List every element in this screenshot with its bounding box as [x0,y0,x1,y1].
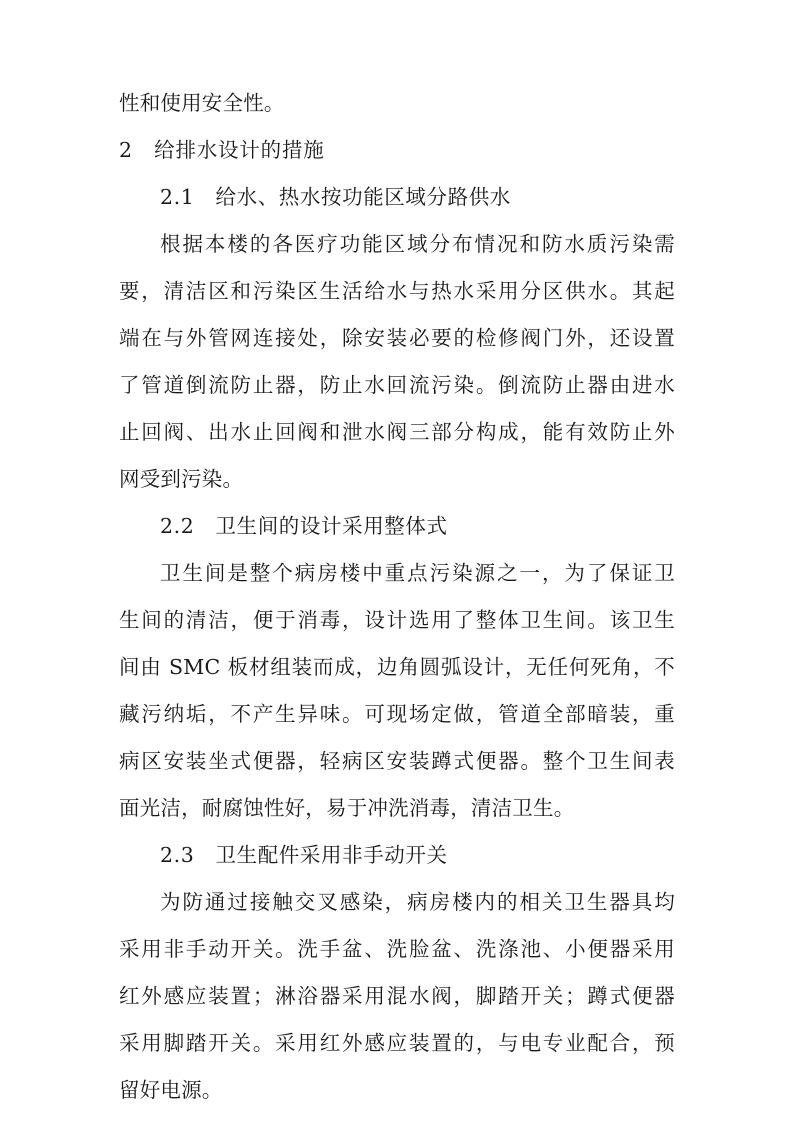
paragraph-line: 间由 SMC 板材组装而成，边角圆弧设计，无任何死角，不 [119,655,675,679]
subsection-heading: 2.1 给水、热水按功能区域分路供水 [160,185,511,209]
paragraph-line: 采用非手动开关。洗手盆、洗脸盆、洗涤池、小便器采用 [119,937,675,961]
paragraph-line: 网受到污染。 [119,467,244,491]
document-body [119,80,675,1114]
paragraph-line: 采用脚踏开关。采用红外感应装置的，与电专业配合，预 [119,1031,675,1055]
paragraph-line: 性和使用安全性。 [119,91,285,115]
paragraph-line: 了管道倒流防止器，防止水回流污染。倒流防止器由进水 [119,373,675,397]
paragraph-line: 红外感应装置；淋浴器采用混水阀，脚踏开关；蹲式便器 [119,984,675,1008]
paragraph-line: 藏污纳垢，不产生异味。可现场定做，管道全部暗装，重 [119,702,675,726]
section-heading: 2 给排水设计的措施 [119,138,325,162]
paragraph-line: 生间的清洁，便于消毒，设计选用了整体卫生间。该卫生 [119,608,675,632]
subsection-heading: 2.3 卫生配件采用非手动开关 [160,843,448,867]
paragraph-line: 面光洁，耐腐蚀性好，易于冲洗消毒，清洁卫生。 [119,796,575,820]
subsection-heading: 2.2 卫生间的设计采用整体式 [160,514,448,538]
paragraph-line: 根据本楼的各医疗功能区域分布情况和防水质污染需 [160,232,675,256]
paragraph-line: 卫生间是整个病房楼中重点污染源之一，为了保证卫 [160,561,675,585]
paragraph-line: 病区安装坐式便器，轻病区安装蹲式便器。整个卫生间表 [119,749,675,773]
paragraph-line: 为防通过接触交叉感染，病房楼内的相关卫生器具均 [160,890,675,914]
paragraph-line: 要，清洁区和污染区生活给水与热水采用分区供水。其起 [119,279,675,303]
paragraph-line: 端在与外管网连接处，除安装必要的检修阀门外，还设置 [119,326,675,350]
paragraph-line: 留好电源。 [119,1078,223,1102]
paragraph-line: 止回阀、出水止回阀和泄水阀三部分构成，能有效防止外 [119,420,675,444]
